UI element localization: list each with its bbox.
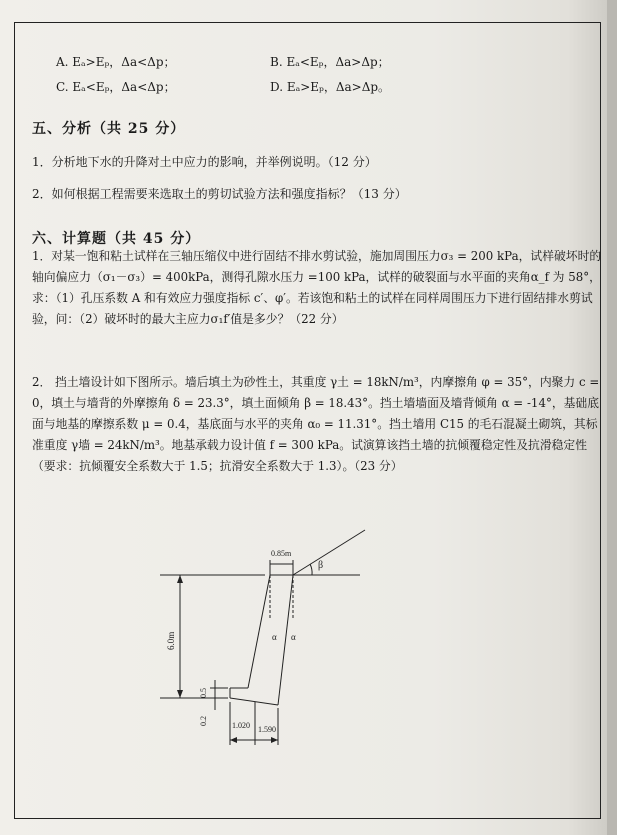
toe-height-label: 0.5: [199, 688, 208, 698]
option-a: A. Eₐ>Eₚ，Δa<Δp；: [56, 55, 176, 69]
scan-edge-shadow: [607, 0, 617, 835]
height-label: 6.0m: [166, 631, 176, 650]
option-b: B. Eₐ<Eₚ，Δa>Δp；: [270, 55, 390, 69]
wall-front-face: [248, 575, 270, 688]
section6-title: 六、计算题（共 45 分）: [32, 231, 201, 247]
section6-question-2: 2． 挡土墙设计如下图所示。墙后填土为砂性土，其重度 γ土 = 18kN/m³，内摩擦角 φ = 35°，内聚力 c = 0，填土与墙背的外摩擦角 δ = 23.3°，填土面倾角 β = 18.43°。挡土墙墙面及墙背倾角 α = -14°，基础底面与地基的摩擦系数 μ = 0.4，基底面与水平的夹角 α₀ = 11.31°。挡土墙用 C15 的毛石混凝土砌筑，其标准重度 γ墙 = 24kN/m³。地基承载力设计值 f = 300 kPa。试演算该挡土墙的抗倾覆稳定性及抗滑稳定性（要求：抗倾覆安全系数大于 1.5；抗滑安全系数大于 1.3）。（23 分）: [32, 375, 600, 473]
top-width-label: 0.85m: [271, 549, 292, 558]
option-c: C. Eₐ<Eₚ，Δa<Δp；: [56, 80, 176, 94]
backfill-slope-line: [293, 530, 365, 575]
section5-question-1: 1．分析地下水的升降对土中应力的影响，并举例说明。（12 分）: [32, 155, 377, 169]
alpha-label-back: α: [291, 632, 296, 642]
section5-question-2: 2．如何根据工程需要来选取土的剪切试验方法和强度指标？（13 分）: [32, 187, 407, 201]
beta-label: β: [318, 560, 324, 571]
alpha-label-front: α: [272, 632, 277, 642]
toe-width-label: 1.020: [232, 721, 250, 730]
beta-angle-arc: [310, 564, 312, 575]
section6-question-1: 1．对某一饱和粘土试样在三轴压缩仪中进行固结不排水剪试验，施加周围压力σ₃ = 200 kPa，试样破坏时的轴向偏应力（σ₁－σ₃）= 400kPa，测得孔隙水压力 =100 kPa，试样的破裂面与水平面的夹角α_f 为 58°，求：（1）孔压系数 A 和有效应力强度指标 c′、φ′。若该饱和粘土的试样在同样周围压力下进行固结排水剪试验，问：（2）破坏时的最大主应力σ₁f′值是多少？（22 分）: [32, 249, 602, 326]
option-d: D. Eₐ>Eₚ，Δa>Δp。: [270, 80, 391, 94]
section5-title: 五、分析（共 25 分）: [32, 121, 186, 137]
heel-width-label: 1.590: [258, 725, 276, 734]
retaining-wall-figure: [140, 520, 380, 750]
base-offset-label: 0.2: [199, 716, 208, 726]
wall-base: [230, 698, 278, 705]
